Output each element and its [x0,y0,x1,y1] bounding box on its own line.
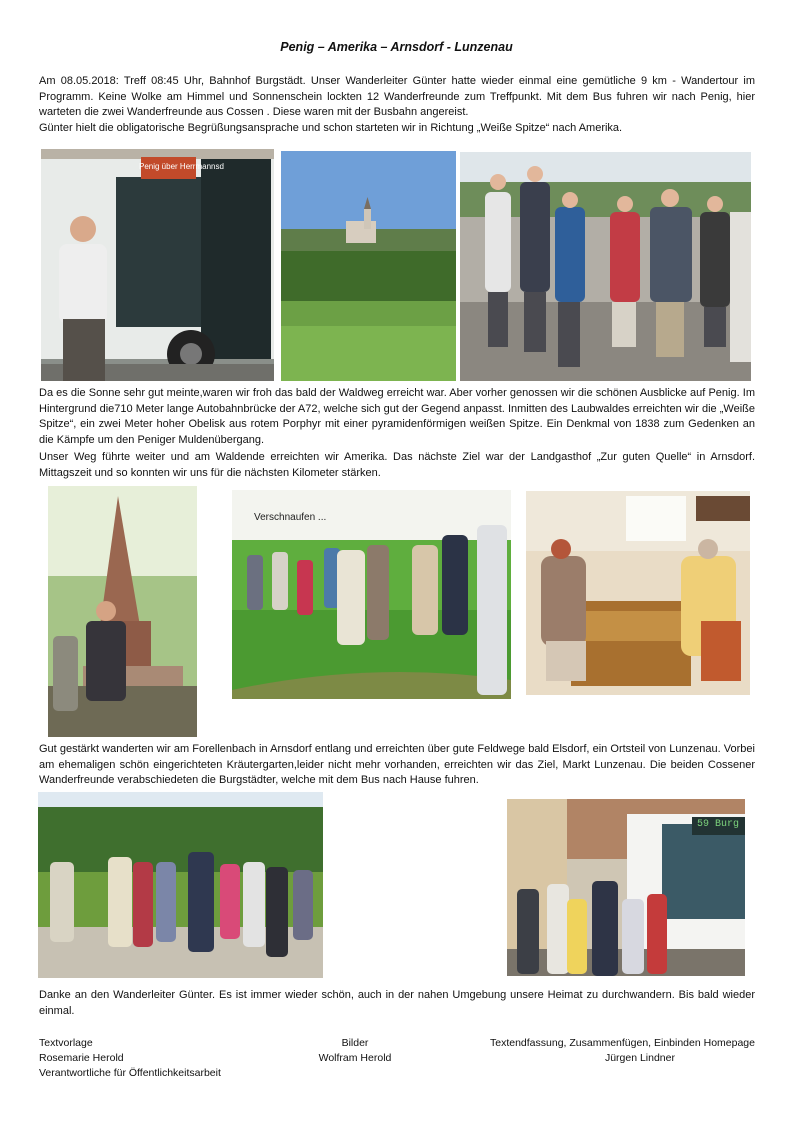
return-paragraph: Gut gestärkt wanderten wir am Forellenbach in Arnsdorf entlang und erreichten über gute Feldwege bald Elsdorf, ein Ortsteil von Lunzenau. Vorbei am ehemaligen schön eingerichteten Kräutergarten,leider nicht mehr vorhanden, erreichten wir das Ziel, Markt Lunzenau. Die beiden Cossener Wanderfreunde verabschiedeten die Burgstädter, welche mit dem Bus nach Hause fuhren. [39,743,755,787]
photo-obelisk [48,486,197,737]
intro-paragraph: Am 08.05.2018: Treff 08:45 Uhr, Bahnhof Burgstädt. Unser Wanderleiter Günter hatte wieder einmal eine gemütliche 9 km - Wandertour im Programm. Keine Wolke am Himmel und Sonnenschein lockten 12 Wanderfreunde zum Treffpunkt. Mit dem Bus fuhren wir nach Penig, hier warteten die zwei Wanderfreunde aus Cossen . Diese waren mit der Busbahn angereist. [39,75,755,119]
photo-group-start [460,152,751,381]
credit-text-name: Rosemarie Herold [39,1052,124,1064]
credit-editing-label: Textendfassung, Zusammenfügen, Einbinden Homepage [489,1037,755,1049]
forest-paragraph: Da es die Sonne sehr gut meinte,waren wir froh das bald der Waldweg erreicht war. Aber vorher genossen wir die schönen Ausblicke auf Penig. Im Hintergrund die710 Meter lange Autobahnbrücke der A72, welche sich gut der Gegend anpasst. Inmitten des Laubwaldes erreichten wir die „Weiße Spitze“, ein zwei Meter hoher Obelisk aus rotem Porphyr mit einer pyramidenförmigen weißen Spitze. Ein Denkmal von 1838 zum Gedenken an die Kämpfe um den Peniger Muldenübergang. [39,387,755,446]
credit-photos [275,1036,435,1066]
photo-penig-view [281,151,456,381]
thanks-paragraph: Danke an den Wanderleiter Günter. Es ist immer wieder schön, auch in der nahen Umgebung unsere Heimat zu durchwandern. Bis bald wieder einmal. [39,989,755,1017]
credit-editing [455,1036,755,1066]
bus-destination-sign: Penig über Herrmannsd [139,162,224,171]
photo-bus-leader [41,149,274,381]
credit-editing-name: Jürgen Lindner [604,1052,675,1064]
america-paragraph: Unser Weg führte weiter und am Waldende erreichten wir Amerika. Das nächste Ziel war der Landgasthof „Zur guten Quelle“ in Arnsdorf. Mittagszeit und so konnten wir uns für die nächsten Kilometer stärken. [39,451,755,479]
photo-rest-stop [232,490,511,699]
credit-photos-name: Wolfram Herold [318,1052,392,1064]
credit-photos-label: Bilder [341,1037,369,1049]
photo-bus-lunzenau [507,799,745,976]
credit-text-label: Textvorlage [39,1037,93,1049]
greeting-paragraph: Günter hielt die obligatorische Begrüßungsansprache und schon starteten wir in Richtung „Weiße Spitze“ nach Amerika. [39,122,623,134]
page-title: Penig – Amerika – Arnsdorf - Lunzenau [280,40,513,54]
bus-route-sign: 59 Burg [697,819,740,830]
rest-caption: Verschnaufen ... [254,512,327,523]
photo-group-field [38,792,323,978]
credit-text [39,1036,221,1081]
photo-inn-lunch [526,491,750,695]
credit-text-role: Verantwortliche für Öffentlichkeitsarbeit [39,1067,221,1079]
